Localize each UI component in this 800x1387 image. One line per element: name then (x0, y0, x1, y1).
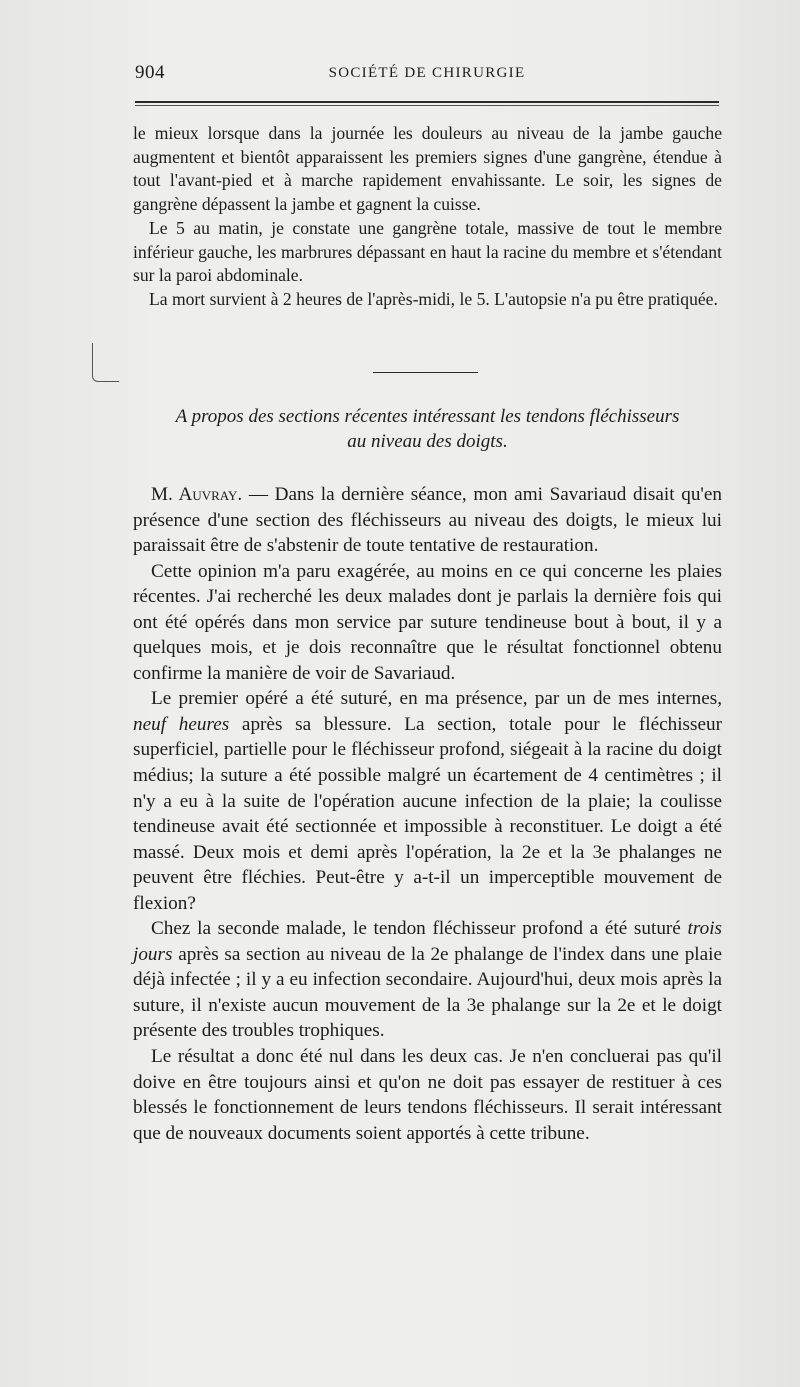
page-header (135, 60, 719, 90)
page-number: 904 (135, 62, 165, 83)
section-separator-rule (373, 372, 478, 373)
body-paragraph-1 (133, 482, 722, 559)
body-paragraph-1-text: — Dans la dernière séance, mon ami Savariaud disait qu'en présence d'une section des fléchisseurs au niveau des doigts, le mieux lui paraissait être de s'abstenir de toute tentative de restauration. (133, 484, 723, 557)
intro-paragraph-3: La mort survient à 2 heures de l'après-midi, le 5. L'autopsie n'a pu être pratiquée. (149, 288, 718, 309)
body-paragraph-4-emphasis: trois jours (133, 918, 722, 965)
section-title-line-2: au niveau des doigts. (347, 431, 508, 452)
running-title: SOCIÉTÉ DE CHIRURGIE (328, 65, 526, 81)
header-rule (135, 101, 719, 103)
intro-text (133, 122, 722, 312)
body-paragraph-3-start: Le premier opéré a été suturé, en ma présence, par un de mes internes, (151, 688, 722, 710)
intro-paragraph-2: Le 5 au matin, je constate une gangrène totale, massive de tout le membre inférieur gauche, les marbrures dépassant en haut la racine du membre et s'étendant sur la paroi abdominale. (133, 217, 722, 286)
body-paragraph-3 (133, 686, 722, 916)
article-body (133, 482, 722, 1146)
body-paragraph-4-start: Chez la seconde malade, le tendon fléchisseur profond a été suturé (151, 918, 688, 940)
body-paragraph-4-end: après sa section au niveau de la 2e phalange de l'index dans une plaie déjà infectée ; il y a eu infection secondaire. Aujourd'hui, deux mois après la suture, il n'existe aucun mouvement de la 3e phalange sur la 2e et le doigt présente des troubles trophiques. (133, 943, 722, 1042)
speaker-name: M. Auvray. (151, 484, 243, 505)
header-rule-thin (135, 105, 719, 106)
body-paragraph-2: Cette opinion m'a paru exagérée, au moins en ce qui concerne les plaies récentes. J'ai recherché les deux malades dont je parlais la dernière fois qui ont été opérés dans mon service par suture tendineuse bout à bout, il y a quelques mois, et je dois reconnaître que le résultat fonctionnel obtenu confirme la manière de voir de Savariaud. (133, 560, 722, 684)
body-paragraph-3-end: après sa blessure. La section, totale pour le fléchisseur superficiel, partielle pour le fléchisseur profond, siégeait à la racine du doigt médius; la suture a été possible malgré un écartement de 4 centimètres ; il n'y a eu à la suite de l'opération aucune infection de la plaie; la coulisse tendineuse avait été sectionnée et impossible à reconstituer. Le doigt a été massé. Deux mois et demi après l'opération, la 2e et la 3e phalanges ne peuvent être fléchies. Peut-être y a-t-il un imperceptible mouvement de flexion? (133, 713, 722, 914)
body-paragraph-3-emphasis: neuf heures (133, 713, 230, 735)
body-paragraph-4 (133, 916, 722, 1044)
margin-pencil-mark (92, 343, 119, 382)
intro-paragraph-1: le mieux lorsque dans la journée les douleurs au niveau de la jambe gauche augmentent et bientôt apparaissent les premiers signes d'une gangrène, étendue à tout l'avant-pied et à marche rapidement envahissante. Le soir, les signes de gangrène dépassent la jambe et gagnent la cuisse. (133, 123, 722, 215)
body-paragraph-5: Le résultat a donc été nul dans les deux cas. Je n'en concluerai pas qu'il doive en être toujours ainsi et qu'on ne doit pas essayer de restituer à ces blessés le fonctionnement de leurs tendons fléchisseurs. Il serait intéressant que de nouveaux documents soient apportés à cette tribune. (133, 1046, 722, 1144)
section-title (133, 404, 722, 454)
section-title-line-1: A propos des sections récentes intéressant les tendons fléchisseurs (175, 406, 680, 427)
